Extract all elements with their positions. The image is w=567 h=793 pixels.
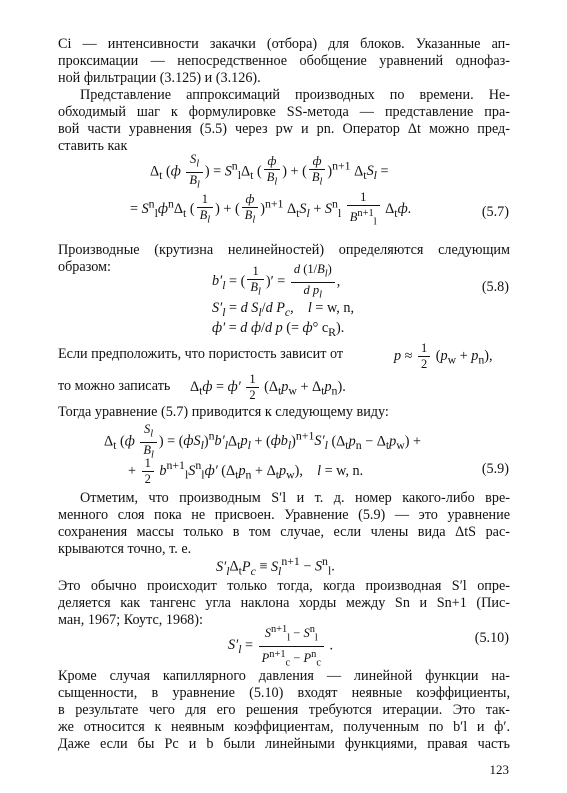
text-line: Производные (крутизна нелинейностей) определяются следующим: [58, 242, 510, 258]
equation-5-10: $S'_l$ = $\frac{S^{n+1}_l - S^n_l}{P^{n+1}_c - P^n_c}$ .: [228, 624, 334, 669]
text-line: Отметим, что производным S′l и т. д. номер какого-либо вре-: [80, 490, 510, 506]
page-number: 123: [489, 762, 509, 777]
text-line: то можно записать: [58, 378, 171, 394]
paragraph-mass-conservation: [58, 490, 510, 558]
text-line: Кроме случая капиллярного давления — линейной функции на-: [58, 668, 510, 684]
text-line: вой части уравнения (5.5) через pw и pn. Оператор Δt можно пред-: [58, 121, 510, 137]
text-line: сохранения массы только в том случае, если члены вида ΔtS рас-: [58, 524, 510, 540]
text-line: крываются точно, т. е.: [58, 541, 192, 557]
text-line: Представление аппроксимаций производных по времени. Не-: [80, 87, 510, 103]
text-line: ной фильтрации (3.125) и (3.126).: [58, 70, 261, 86]
text-line: менного слоя пока не присвоен. Уравнение (5.9) — это уравнение: [58, 507, 510, 523]
text-line: Если предположить, что пористость зависит от: [58, 346, 344, 362]
equation-5-7-line-1: $\Delta_t$ (ф $\frac{S_l}{B_l}$ ) = $S^n_l\Delta_t$ ( $\frac{ф}{B_l}$ ) + ( $\frac{ф}{B_l}$ )$^{n+1}$ $\Delta_tS_l$ =: [150, 152, 389, 190]
text-line: деляется как тангенс угла наклона хорды между Sn и Sn+1 (Пис-: [58, 595, 510, 611]
equation-pressure-mean: p ≈ $\frac{1}{2}$ $(p_w + p_n)$,: [394, 341, 493, 371]
equation-number-5-9: (5.9): [481, 461, 509, 477]
equation-5-8-line-1: $b'_l$ = ( $\frac{1}{B_l}$ )′ = $\frac{d (1/B_l)}{d p_l}$ ,: [212, 262, 341, 300]
equation-5-9-line-2: + $\frac{1}{2}$ $b^{n+1}_lS^n_lф'$ $(\Delta_tp_n + \Delta_tp_w)$, l = w, n.: [128, 456, 364, 486]
text-line: образом:: [58, 259, 111, 275]
equation-number-5-8: (5.8): [481, 279, 509, 295]
equation-5-9-line-1: $\Delta_t$ (ф $\frac{S_l}{B_l}$ ) = $(фS_l)^nb'_l\Delta_tp_l + (фb_l)^{n+1}S'_l$ $(\Delta_tp_n - \Delta_tp_w)$ +: [104, 422, 422, 460]
text-line: Даже если бы Pc и b были линейными функциями, правая часть: [58, 736, 510, 752]
paragraph-reduction: [58, 404, 510, 421]
text-line: ман, 1967; Коутс, 1968):: [58, 612, 203, 628]
text-line: Тогда уравнение (5.7) приводится к следующему виду:: [58, 404, 389, 420]
text-line: в результате чего для его решения требуются итерации. Это так-: [58, 702, 510, 718]
text-line: ставить как: [58, 138, 128, 154]
equation-mass-balance: $S'_l\Delta_tP_c \equiv S_l^{n+1} - S^n_l$.: [216, 554, 335, 578]
paragraph-time-derivatives: [58, 87, 510, 155]
equation-5-7-line-2: = $S^n_lф^n\Delta_t$ ( $\frac{1}{B_l}$ ) + ( $\frac{ф}{B_l}$ )$^{n+1}$ $\Delta_tS_l + S^n_l$ $\frac{1}{B^{n+1}_l}$ $\Delta_tф$.: [130, 190, 412, 228]
equation-porosity-change: $\Delta_tф = ф'$ $\frac{1}{2}$ $(\Delta_tp_w + \Delta_tp_n)$.: [190, 372, 346, 402]
equation-5-8-line-3: ф′ = d ф/d p (= ф° $c_R$).: [212, 320, 345, 339]
text-line: Это обычно происходит только тогда, когда производная S′l опре-: [58, 578, 510, 594]
paragraph-implicit-coefficients: [58, 668, 510, 753]
equation-number-5-7: (5.7): [481, 204, 509, 220]
paragraph-flow-rates: [58, 36, 510, 87]
equation-number-5-10: (5.10): [474, 630, 509, 646]
text-line: проксимации — непосредственное обобщение уравнений однофаз-: [58, 53, 510, 69]
text-line: же относится к неявным коэффициентам, полученным по b′l и ф′.: [58, 719, 510, 735]
equation-5-8-line-2: $S'_l = d$ $S_l/d$ $P_c$, l = w, n,: [212, 300, 354, 319]
text-line: обходимый шаг к формулировке SS-метода — представление пра-: [58, 104, 510, 120]
text-line: сыщенности, в уравнение (5.10) входят неявные коэффициенты,: [58, 685, 510, 701]
text-line: Ci — интенсивности закачки (отбора) для блоков. Указанные ап-: [58, 36, 510, 52]
